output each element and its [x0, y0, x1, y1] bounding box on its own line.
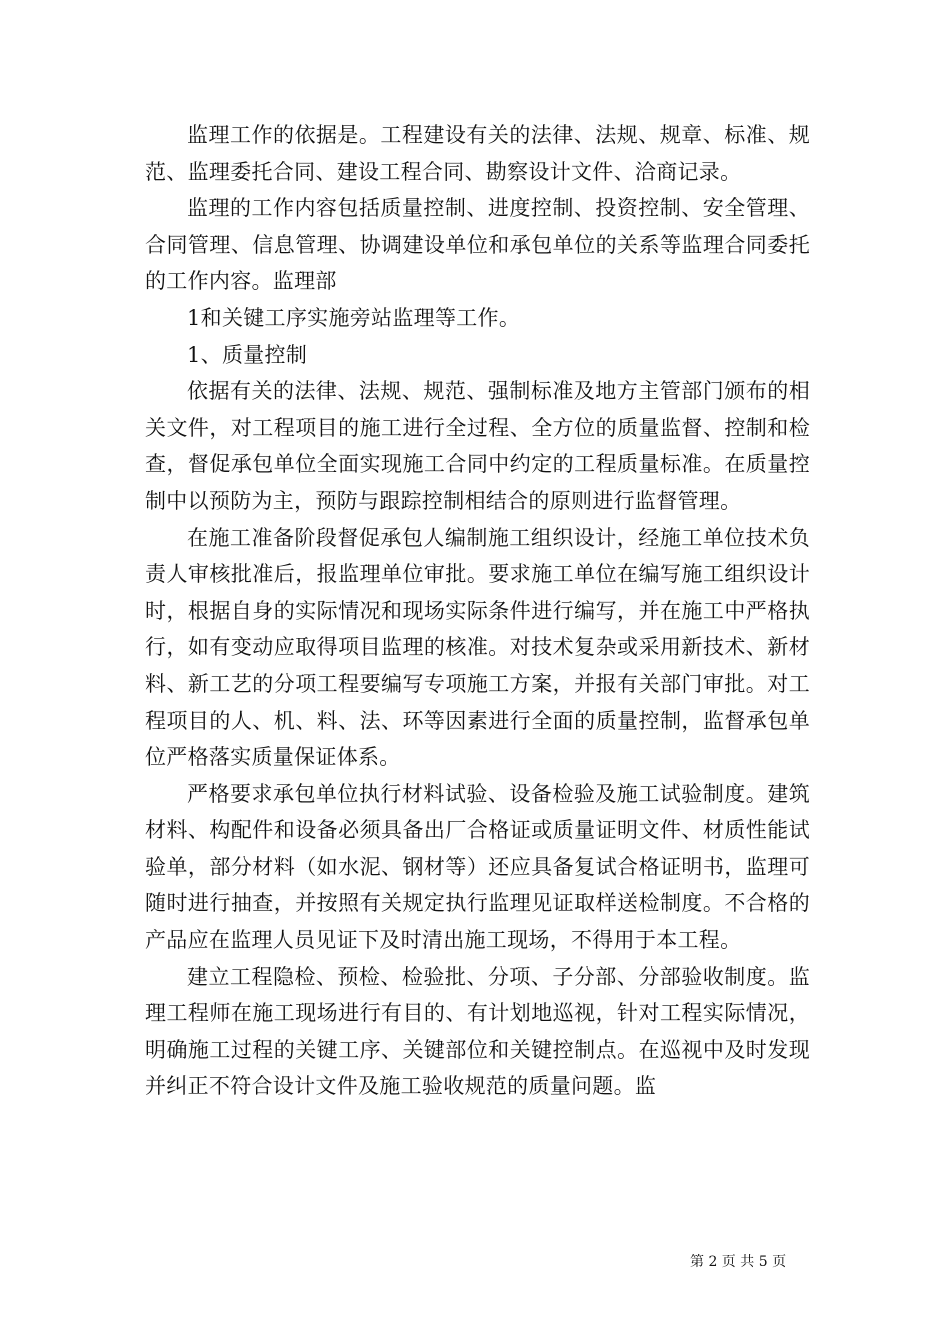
document-body [145, 117, 810, 1105]
section-heading-quality-control: 1、质量控制 [187, 342, 308, 367]
paragraph-quality-basis: 依据有关的法律、法规、规范、强制标准及地方主管部门颁布的相关文件，对工程项目的施工进行全过程、全方位的质量监督、控制和检查，督促承包单位全面实现施工合同中约定的工程质量标准。在质量控制中以预防为主，预防与跟踪控制相结合的原则进行监督管理。 [145, 379, 810, 513]
page-number-footer: 第 2 页 共 5 页 [690, 1254, 787, 1270]
paragraph-inspection-system: 建立工程隐检、预检、检验批、分项、子分部、分部验收制度。监理工程师在施工现场进行有目的、有计划地巡视，针对工程实际情况，明确施工过程的关键工序、关键部位和关键控制点。在巡视中及时发现并纠正不符合设计文件及施工验收规范的质量问题。监 [145, 964, 810, 1099]
paragraph-basis: 监理工作的依据是。工程建设有关的法律、法规、规章、标准、规范、监理委托合同、建设工程合同、勘察设计文件、洽商记录。 [145, 123, 810, 184]
paragraph-bystander-supervision: 1和关键工序实施旁站监理等工作。 [187, 305, 521, 330]
paragraph-construction-preparation: 在施工准备阶段督促承包人编制施工组织设计，经施工单位技术负责人审核批准后，报监理单位审批。要求施工单位在编写施工组织设计时，根据自身的实际情况和现场实际条件进行编写，并在施工中严格执行，如有变动应取得项目监理的核准。对技术复杂或采用新技术、新材料、新工艺的分项工程要编写专项施工方案，并报有关部门审批。对工程项目的人、机、料、法、环等因素进行全面的质量控制，监督承包单位严格落实质量保证体系。 [145, 525, 810, 770]
paragraph-material-testing: 严格要求承包单位执行材料试验、设备检验及施工试验制度。建筑材料、构配件和设备必须具备出厂合格证或质量证明文件、材质性能试验单，部分材料（如水泥、钢材等）还应具备复试合格证明书，监理可随时进行抽查，并按照有关规定执行监理见证取样送检制度。不合格的产品应在监理人员见证下及时清出施工现场，不得用于本工程。 [145, 781, 810, 953]
paragraph-work-content: 监理的工作内容包括质量控制、进度控制、投资控制、安全管理、合同管理、信息管理、协调建设单位和承包单位的关系等监理合同委托的工作内容。监理部 [145, 196, 810, 294]
